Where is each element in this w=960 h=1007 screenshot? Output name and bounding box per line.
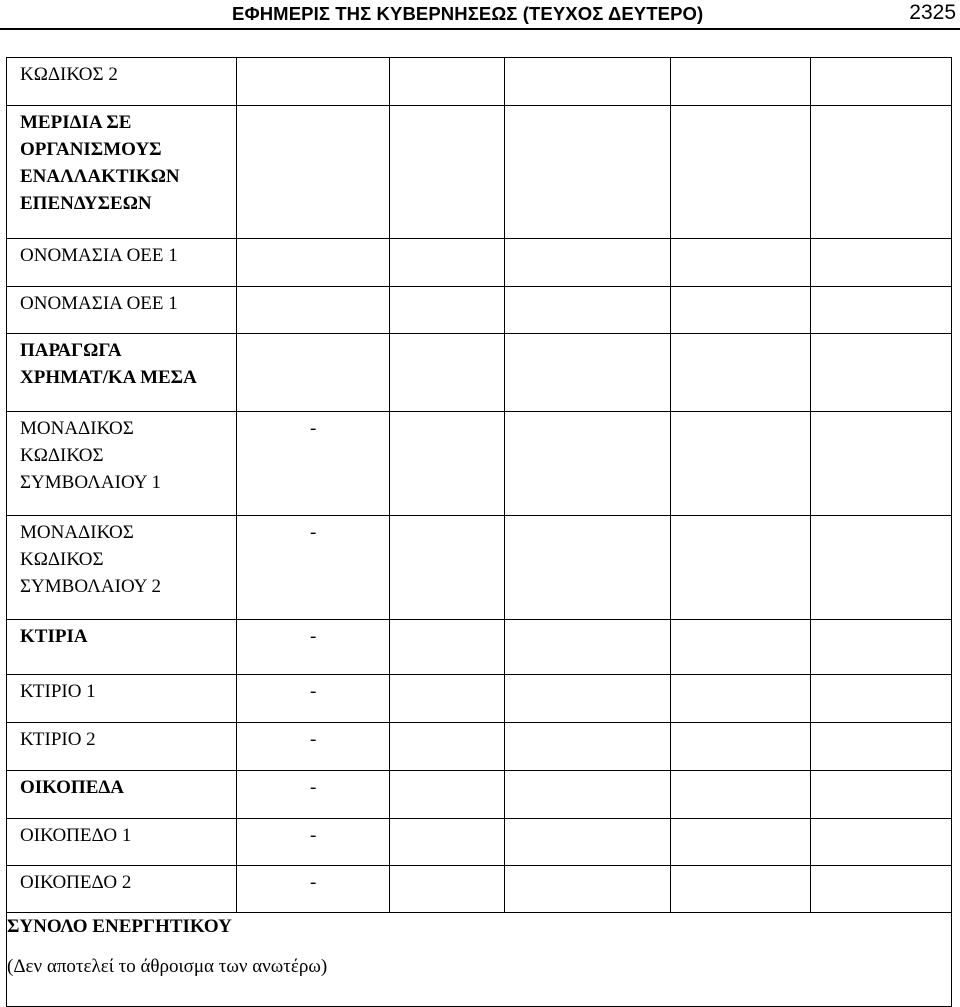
table-row (7, 516, 952, 620)
value-cell (237, 412, 390, 516)
row-label-aif-name-1 (7, 239, 237, 287)
table-cell (811, 58, 952, 106)
table-cell (505, 239, 671, 287)
table-cell (505, 516, 671, 620)
balance-sheet-table (6, 57, 952, 1007)
row-label-code-2 (7, 58, 237, 106)
table-cell (505, 819, 671, 866)
total-assets-label: ΣΥΝΟΛΟ ΕΝΕΡΓΗΤΙΚΟΥ (7, 916, 232, 937)
table-cell (237, 334, 390, 412)
table-row (7, 239, 952, 287)
table-cell (390, 412, 505, 516)
table-cell (505, 723, 671, 771)
row-label-text: ΟΡΓΑΝΙΣΜΟΥΣ (20, 139, 162, 160)
table-cell (390, 819, 505, 866)
table-cell (671, 866, 811, 913)
row-label-plot-1 (7, 819, 237, 866)
value-cell (237, 723, 390, 771)
row-label-text: ΟΝΟΜΑΣΙΑ ΟΕΕ 1 (20, 293, 178, 314)
row-label-building-2 (7, 723, 237, 771)
table-cell (237, 287, 390, 334)
value-dash: - (310, 522, 317, 543)
table-row (7, 620, 952, 675)
row-label-plots (7, 771, 237, 819)
row-label-text: ΜΕΡΙΔΙΑ ΣΕ (20, 112, 132, 133)
table-cell (811, 675, 952, 723)
table-row (7, 287, 952, 334)
table-cell (811, 771, 952, 819)
table-cell (671, 106, 811, 239)
row-label-text: ΣΥΜΒΟΛΑΙΟΥ 1 (20, 472, 162, 493)
row-label-text: ΟΙΚΟΠΕΔΟ 2 (20, 872, 132, 893)
row-label-aif-name-1-repeat (7, 287, 237, 334)
value-cell (237, 866, 390, 913)
table-cell (390, 58, 505, 106)
table-cell (811, 866, 952, 913)
table-cell (505, 106, 671, 239)
value-dash: - (310, 777, 317, 798)
row-label-contract-1 (7, 412, 237, 516)
table-cell (811, 334, 952, 412)
value-cell (237, 819, 390, 866)
table-cell (671, 287, 811, 334)
total-assets-cell (7, 913, 952, 1007)
row-label-text: ΚΩΔΙΚΟΣ (20, 445, 104, 466)
table-cell (237, 106, 390, 239)
table-cell (390, 287, 505, 334)
row-label-text: ΠΑΡΑΓΩΓΑ (20, 340, 122, 361)
table-cell (811, 723, 952, 771)
table-cell (237, 58, 390, 106)
row-label-text: ΚΤΙΡΙΟ 1 (20, 681, 96, 702)
table-cell (671, 675, 811, 723)
table-cell (671, 620, 811, 675)
table-cell (671, 516, 811, 620)
table-cell (237, 239, 390, 287)
table-cell (671, 771, 811, 819)
value-cell (237, 620, 390, 675)
table-cell (811, 239, 952, 287)
table-cell (671, 819, 811, 866)
row-label-text: ΚΩΔΙΚΟΣ 2 (20, 64, 118, 85)
page-number: 2325 (909, 1, 956, 24)
table-cell (811, 106, 952, 239)
value-dash: - (310, 729, 317, 750)
row-label-aif-shares (7, 106, 237, 239)
value-dash: - (310, 872, 317, 893)
value-dash: - (310, 626, 317, 647)
table-cell (505, 287, 671, 334)
table-cell (811, 516, 952, 620)
table-cell (505, 58, 671, 106)
table-cell (390, 620, 505, 675)
value-dash: - (310, 418, 317, 439)
row-label-text: ΧΡΗΜΑΤ/ΚΑ ΜΕΣΑ (20, 367, 197, 388)
table-cell (390, 239, 505, 287)
table-cell (811, 287, 952, 334)
table-row (7, 334, 952, 412)
value-cell (237, 516, 390, 620)
row-label-text: ΜΟΝΑΔΙΚΟΣ (20, 418, 134, 439)
value-cell (237, 771, 390, 819)
table-cell (390, 675, 505, 723)
table-cell (811, 819, 952, 866)
table-cell (671, 412, 811, 516)
table-row (7, 675, 952, 723)
row-label-text: ΕΠΕΝΔΥΣΕΩΝ (20, 193, 152, 214)
row-label-derivatives (7, 334, 237, 412)
row-label-text: ΚΤΙΡΙΟ 2 (20, 729, 96, 750)
table-cell (390, 723, 505, 771)
table-cell (505, 675, 671, 723)
total-assets-note: (Δεν αποτελεί το άθροισμα των ανωτέρω) (7, 956, 328, 977)
table-row (7, 106, 952, 239)
row-label-text: ΕΝΑΛΛΑΚΤΙΚΩΝ (20, 166, 180, 187)
table-row (7, 771, 952, 819)
row-label-buildings (7, 620, 237, 675)
table-row (7, 913, 952, 1007)
table-cell (390, 866, 505, 913)
row-label-text: ΟΝΟΜΑΣΙΑ ΟΕΕ 1 (20, 245, 178, 266)
table-cell (390, 771, 505, 819)
table-cell (505, 620, 671, 675)
row-label-text: ΚΩΔΙΚΟΣ (20, 549, 104, 570)
table-cell (390, 106, 505, 239)
value-cell (237, 675, 390, 723)
row-label-building-1 (7, 675, 237, 723)
row-label-text: ΟΙΚΟΠΕΔΟ 1 (20, 825, 132, 846)
gazette-title: ΕΦΗΜΕΡΙΣ ΤΗΣ ΚΥΒΕΡΝΗΣΕΩΣ (ΤΕΥΧΟΣ ΔΕΥΤΕΡΟ) (232, 3, 704, 24)
table-cell (505, 771, 671, 819)
table-cell (671, 58, 811, 106)
table-row (7, 58, 952, 106)
table-cell (811, 412, 952, 516)
table-cell (505, 412, 671, 516)
table-cell (390, 516, 505, 620)
row-label-text: ΚΤΙΡΙΑ (20, 626, 88, 647)
row-label-text: ΜΟΝΑΔΙΚΟΣ (20, 522, 134, 543)
row-label-plot-2 (7, 866, 237, 913)
table-cell (811, 620, 952, 675)
row-label-text: ΣΥΜΒΟΛΑΙΟΥ 2 (20, 576, 162, 597)
value-dash: - (310, 681, 317, 702)
page-header (0, 0, 960, 30)
value-dash: - (310, 825, 317, 846)
table-row (7, 866, 952, 913)
row-label-text: ΟΙΚΟΠΕΔΑ (20, 777, 124, 798)
table-cell (671, 723, 811, 771)
row-label-contract-2 (7, 516, 237, 620)
table-cell (671, 334, 811, 412)
table-row (7, 723, 952, 771)
table-cell (505, 334, 671, 412)
table-row (7, 412, 952, 516)
table-cell (505, 866, 671, 913)
table-cell (671, 239, 811, 287)
table-cell (390, 334, 505, 412)
table-row (7, 819, 952, 866)
